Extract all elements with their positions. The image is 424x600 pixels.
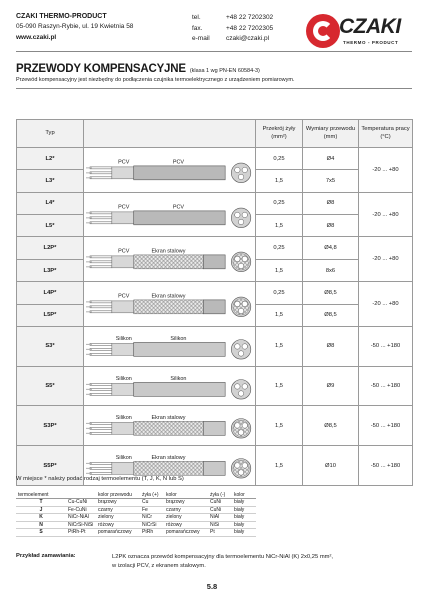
cross-section: 1,5: [256, 326, 303, 366]
cross-section: 1,5: [256, 366, 303, 406]
color-cell: PtRh-Pt: [66, 529, 96, 537]
intro-text: Przewód kompensacyjny jest niezbędny do podłączenia czujnika termoelektrycznego z urządzeniem pomiarowym.: [16, 77, 295, 83]
spec-row: [17, 148, 413, 170]
cross-section: 1,5: [256, 259, 303, 281]
color-row: [16, 506, 256, 514]
cable-type: L3P*: [17, 259, 84, 281]
spec-table-body: [17, 148, 413, 486]
col-dimensions: Wymiary przewodu (mm): [303, 120, 359, 148]
color-cell: biały: [232, 529, 256, 537]
color-cell: różowy: [96, 521, 140, 529]
color-cell: NiAl: [208, 514, 232, 522]
dimensions: Ø8: [303, 326, 359, 366]
cable-drawing: [84, 237, 255, 281]
cable-type: L2P*: [17, 237, 84, 259]
cable-illustration: [84, 192, 256, 237]
shield-label: Ekran stalowy: [151, 293, 186, 300]
color-cell: Fe-CuNi: [66, 506, 96, 514]
cable-illustration: [84, 326, 256, 366]
cable-type: S3P*: [17, 406, 84, 446]
col-type: Typ: [17, 120, 84, 148]
page-number: 5.8: [206, 582, 218, 591]
spec-row: [17, 406, 413, 446]
cable-drawing: [84, 406, 255, 445]
temperature-range: -50 ... +180: [359, 366, 413, 406]
spec-row: [17, 192, 413, 214]
color-cell: różowy: [164, 521, 208, 529]
color-cell: czarny: [164, 506, 208, 514]
outer-insulation-label: PCV: [172, 204, 185, 211]
spec-row: [17, 366, 413, 406]
cable-drawing: [84, 193, 255, 237]
col-minus-wire: żyła (-): [208, 491, 232, 499]
color-cell: CuNi: [208, 506, 232, 514]
wire-color-table: [16, 491, 256, 537]
inner-insulation-label: PCV: [118, 248, 130, 255]
spec-row: [17, 282, 413, 304]
col-minus-color: kolor: [232, 491, 256, 499]
temperature-range: -50 ... +180: [359, 326, 413, 366]
color-row: [16, 499, 256, 507]
temperature-range: -20 ... +80: [359, 237, 413, 282]
inner-insulation-label: PCV: [118, 159, 130, 166]
color-cell: Fe: [140, 506, 164, 514]
cable-drawing: [84, 367, 255, 406]
temperature-range: -20 ... +80: [359, 148, 413, 193]
cable-type: L5*: [17, 215, 84, 237]
czaki-logo: [306, 14, 412, 48]
color-cell: biały: [232, 506, 256, 514]
cable-type: L3*: [17, 170, 84, 192]
type-legend-note: W miejsce * należy podać rodzaj termoelementu (T, J, K, N lub S): [16, 476, 184, 482]
cable-type: L2*: [17, 148, 84, 170]
dimensions: Ø4,8: [303, 237, 359, 259]
col-sheath-color: kolor przewodu: [96, 491, 140, 499]
color-cell: N: [16, 521, 66, 529]
cable-type: S3*: [17, 326, 84, 366]
color-cell: brązowy: [164, 499, 208, 507]
cross-section: 1,5: [256, 446, 303, 486]
page-header: [16, 12, 412, 48]
outer-insulation-label: PCV: [172, 159, 185, 166]
cable-illustration: [84, 148, 256, 193]
color-cell: PtRh: [140, 529, 164, 537]
dimensions: 8x6: [303, 259, 359, 281]
cross-section: 0,25: [256, 282, 303, 304]
color-cell: brązowy: [96, 499, 140, 507]
color-cell: J: [16, 506, 66, 514]
dimensions: Ø10: [303, 446, 359, 486]
color-cell: T: [16, 499, 66, 507]
temperature-range: -20 ... +80: [359, 282, 413, 327]
inner-insulation-label: Silikon: [115, 415, 132, 422]
color-table-body: [16, 499, 256, 537]
spec-row: [17, 326, 413, 366]
cross-section: 1,5: [256, 170, 303, 192]
czaki-logo-icon: [306, 14, 340, 48]
cable-illustration: [84, 237, 256, 282]
cable-illustration: [84, 406, 256, 446]
company-address: 05-090 Raszyn-Rybie, ul. 19 Kwietnia 58: [16, 23, 134, 30]
cable-illustration: [84, 282, 256, 327]
color-cell: biały: [232, 521, 256, 529]
contact-fax: fax. +48 22 7202305: [192, 24, 274, 32]
cable-type: L5P*: [17, 304, 84, 326]
dimensions: Ø8,5: [303, 282, 359, 304]
cable-type: L4P*: [17, 282, 84, 304]
color-cell: pomarańczowy: [164, 529, 208, 537]
col-plus-wire: żyła (+): [140, 491, 164, 499]
dimensions: Ø9: [303, 366, 359, 406]
header-divider: [16, 51, 412, 52]
contact-block: [192, 13, 273, 45]
logo-wordmark: CZAKI: [339, 15, 401, 38]
col-cross-section: Przekrój żyły (mm²): [256, 120, 303, 148]
dimensions: Ø8,5: [303, 406, 359, 446]
col-thermoelement: termoelement: [16, 491, 66, 499]
cable-spec-table: [16, 119, 413, 486]
color-cell: Cu: [140, 499, 164, 507]
cable-type: S5*: [17, 366, 84, 406]
page-title: PRZEWODY KOMPENSACYJNE (klasa 1 wg PN-EN 60584-3): [16, 63, 260, 75]
cross-section: 1,5: [256, 215, 303, 237]
order-example-label: Przykład zamawiania:: [16, 553, 76, 559]
color-row: [16, 529, 256, 537]
inner-insulation-label: PCV: [118, 293, 130, 300]
title-note: (klasa 1 wg PN-EN 60584-3): [189, 68, 260, 74]
outer-insulation-label: Silikon: [170, 335, 187, 342]
inner-insulation-label: Silikon: [115, 375, 132, 382]
inner-insulation-label: PCV: [118, 204, 130, 211]
intro-divider: [16, 88, 412, 89]
cross-section: 0,25: [256, 148, 303, 170]
color-row: [16, 514, 256, 522]
shield-label: Ekran stalowy: [151, 455, 186, 462]
spec-table-header: [17, 120, 413, 148]
cable-drawing: [84, 148, 255, 192]
cross-section: 1,5: [256, 304, 303, 326]
color-table-header: [16, 491, 256, 499]
color-cell: S: [16, 529, 66, 537]
shield-label: Ekran stalowy: [151, 415, 186, 422]
color-cell: Pt: [208, 529, 232, 537]
cable-drawing: [84, 327, 255, 366]
color-row: [16, 521, 256, 529]
color-cell: NiCrSi: [140, 521, 164, 529]
cross-section: 0,25: [256, 192, 303, 214]
dimensions: Ø8: [303, 192, 359, 214]
color-cell: czarny: [96, 506, 140, 514]
cable-type: L4*: [17, 192, 84, 214]
color-cell: CuNi: [208, 499, 232, 507]
order-example-text: L2PK oznacza przewód kompensacyjny dla termoelementu NiCr-NiAl (K) 2x0,25 mm², w izolacji PCV, z ekranem stalowym.: [112, 554, 334, 569]
color-cell: NiSi: [208, 521, 232, 529]
contact-email[interactable]: e-mail czaki@czaki.pl: [192, 35, 270, 42]
dimensions: Ø4: [303, 148, 359, 170]
temperature-range: -50 ... +180: [359, 406, 413, 446]
color-cell: biały: [232, 514, 256, 522]
cable-type: S5P*: [17, 446, 84, 486]
shield-label: Ekran stalowy: [151, 248, 186, 255]
color-cell: Cu-CuNi: [66, 499, 96, 507]
cross-section: 1,5: [256, 406, 303, 446]
col-plus-color: kolor: [164, 491, 208, 499]
color-cell: NiCrSi-NiSi: [66, 521, 96, 529]
color-cell: zielony: [96, 514, 140, 522]
inner-insulation-label: Silikon: [115, 455, 132, 462]
company-website-link[interactable]: www.czaki.pl: [16, 34, 57, 41]
color-cell: NiCr-NiAl: [66, 514, 96, 522]
dimensions: 7x5: [303, 170, 359, 192]
logo-subtitle: THERMO - PRODUCT: [343, 40, 399, 45]
temperature-range: -20 ... +80: [359, 192, 413, 237]
company-name: CZAKI THERMO-PRODUCT: [16, 13, 107, 20]
contact-phone: tel. +48 22 7202302: [192, 14, 274, 21]
color-cell: biały: [232, 499, 256, 507]
inner-insulation-label: Silikon: [115, 335, 132, 342]
col-image: [84, 120, 256, 148]
color-cell: NiCr: [140, 514, 164, 522]
dimensions: Ø8,5: [303, 304, 359, 326]
cable-illustration: [84, 366, 256, 406]
color-cell: zielony: [164, 514, 208, 522]
col-temperature: Temperatura pracy (°C): [359, 120, 413, 148]
cable-drawing: [84, 282, 255, 326]
color-cell: pomarańczowy: [96, 529, 140, 537]
temperature-range: -50 ... +180: [359, 446, 413, 486]
cross-section: 0,25: [256, 237, 303, 259]
spec-row: [17, 237, 413, 259]
dimensions: Ø8: [303, 215, 359, 237]
outer-insulation-label: Silikon: [170, 375, 187, 382]
color-cell: K: [16, 514, 66, 522]
